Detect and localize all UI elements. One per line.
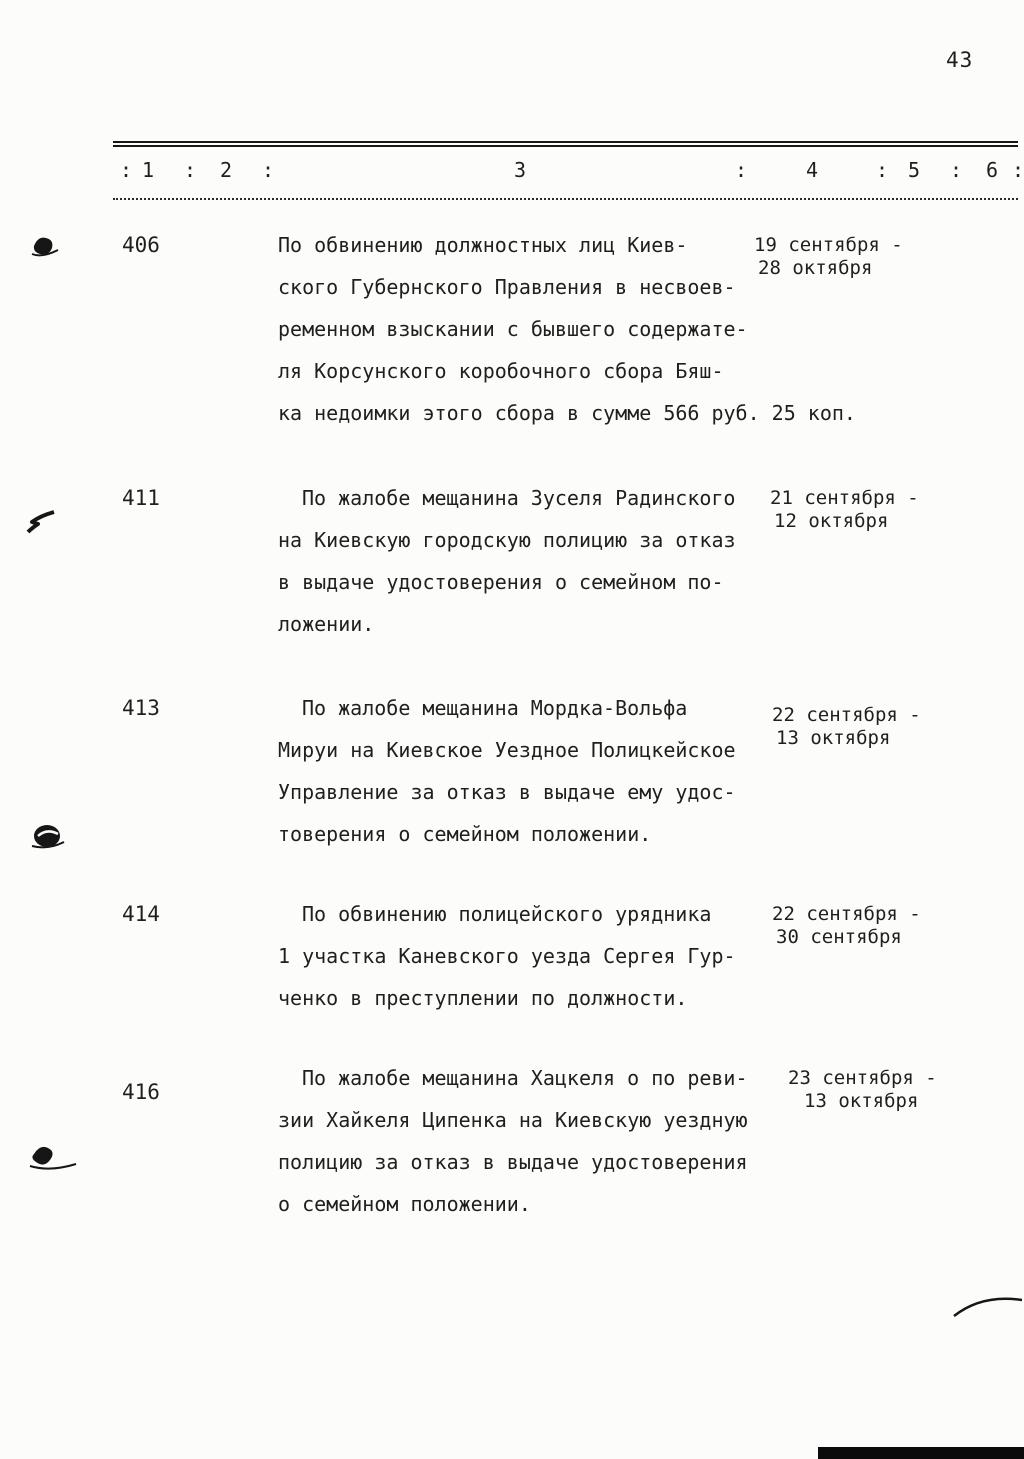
header-col-5: 5 [908, 158, 921, 182]
header-separator: : [184, 158, 197, 182]
entry-text-line: ченко в преступлении по должности. [278, 986, 688, 1010]
entry-text-line: По жалобе мещанина Хацкеля о по реви- [302, 1066, 748, 1090]
entry-number: 406 [122, 233, 160, 257]
entry-text-line: в выдаче удостоверения о семейном по- [278, 570, 724, 594]
header-separator: : [876, 158, 889, 182]
entry-dates-line: 19 сентября - [754, 234, 903, 256]
header-separator: : [735, 158, 748, 182]
header-bottom-rule [113, 198, 1018, 200]
header-separator: : [120, 158, 133, 182]
entry-number: 416 [122, 1080, 160, 1104]
entry-number: 414 [122, 902, 160, 926]
entry-text-line: на Киевскую городскую полицию за отказ [278, 528, 736, 552]
entry-text-line: ля Корсунского коробочного сбора Бяш- [278, 359, 724, 383]
ink-checkmark-icon [24, 508, 58, 536]
header-separator: : [950, 158, 963, 182]
header-col-6: 6 [986, 158, 999, 182]
entry-text-line: ка недоимки этого сбора в сумме 566 руб. 25 коп. [278, 401, 856, 425]
header-separator: : [1012, 158, 1024, 182]
entry-text-line: ременном взыскании с бывшего содержате- [278, 317, 748, 341]
entry-dates-line: 22 сентября - [772, 903, 921, 925]
entry-text-line: о семейном положении. [278, 1192, 531, 1216]
header-col-2: 2 [220, 158, 233, 182]
entry-text-line: По жалобе мещанина Мордка-Вольфа [302, 696, 688, 720]
entry-dates-line: 22 сентября - [772, 704, 921, 726]
entry-text-line: По обвинению полицейского урядника [302, 902, 712, 926]
entry-dates-line: 13 октября [804, 1090, 919, 1112]
entry-number: 411 [122, 486, 160, 510]
entry-text-line: Управление за отказ в выдаче ему удос- [278, 780, 736, 804]
entry-text-line: ложении. [278, 612, 375, 636]
entry-dates-line: 30 сентября [776, 926, 902, 948]
entry-number: 413 [122, 696, 160, 720]
ink-blot-icon [26, 1142, 78, 1172]
entry-dates-line: 21 сентября - [770, 487, 919, 509]
entry-text-line: ского Губернского Правления в несвоев- [278, 275, 736, 299]
header-top-rule [113, 141, 1018, 147]
entry-text-line: зии Хайкеля Ципенка на Киевскую уездную [278, 1108, 748, 1132]
entry-text-line: По жалобе мещанина Зуселя Радинского [302, 486, 736, 510]
pen-stroke-icon [952, 1288, 1024, 1322]
header-col-3: 3 [514, 158, 527, 182]
ink-blot-icon [30, 818, 66, 854]
ink-blot-icon [28, 232, 64, 260]
entry-dates-line: 13 октября [776, 727, 891, 749]
header-col-4: 4 [806, 158, 819, 182]
entry-text-line: Мируи на Киевское Уездное Полицкейское [278, 738, 736, 762]
entry-text-line: товерения о семейном положении. [278, 822, 652, 846]
entry-dates-line: 12 октября [774, 510, 889, 532]
entry-text-line: полицию за отказ в выдаче удостоверения [278, 1150, 748, 1174]
entry-text-line: По обвинению должностных лиц Киев- [278, 233, 688, 257]
header-col-1: 1 [142, 158, 155, 182]
page-number: 43 [946, 48, 974, 72]
header-separator: : [262, 158, 275, 182]
entry-text-line: 1 участка Каневского уезда Сергея Гур- [278, 944, 736, 968]
scan-edge-artifact [818, 1447, 1024, 1459]
entry-dates-line: 28 октября [758, 257, 873, 279]
entry-dates-line: 23 сентября - [788, 1067, 937, 1089]
